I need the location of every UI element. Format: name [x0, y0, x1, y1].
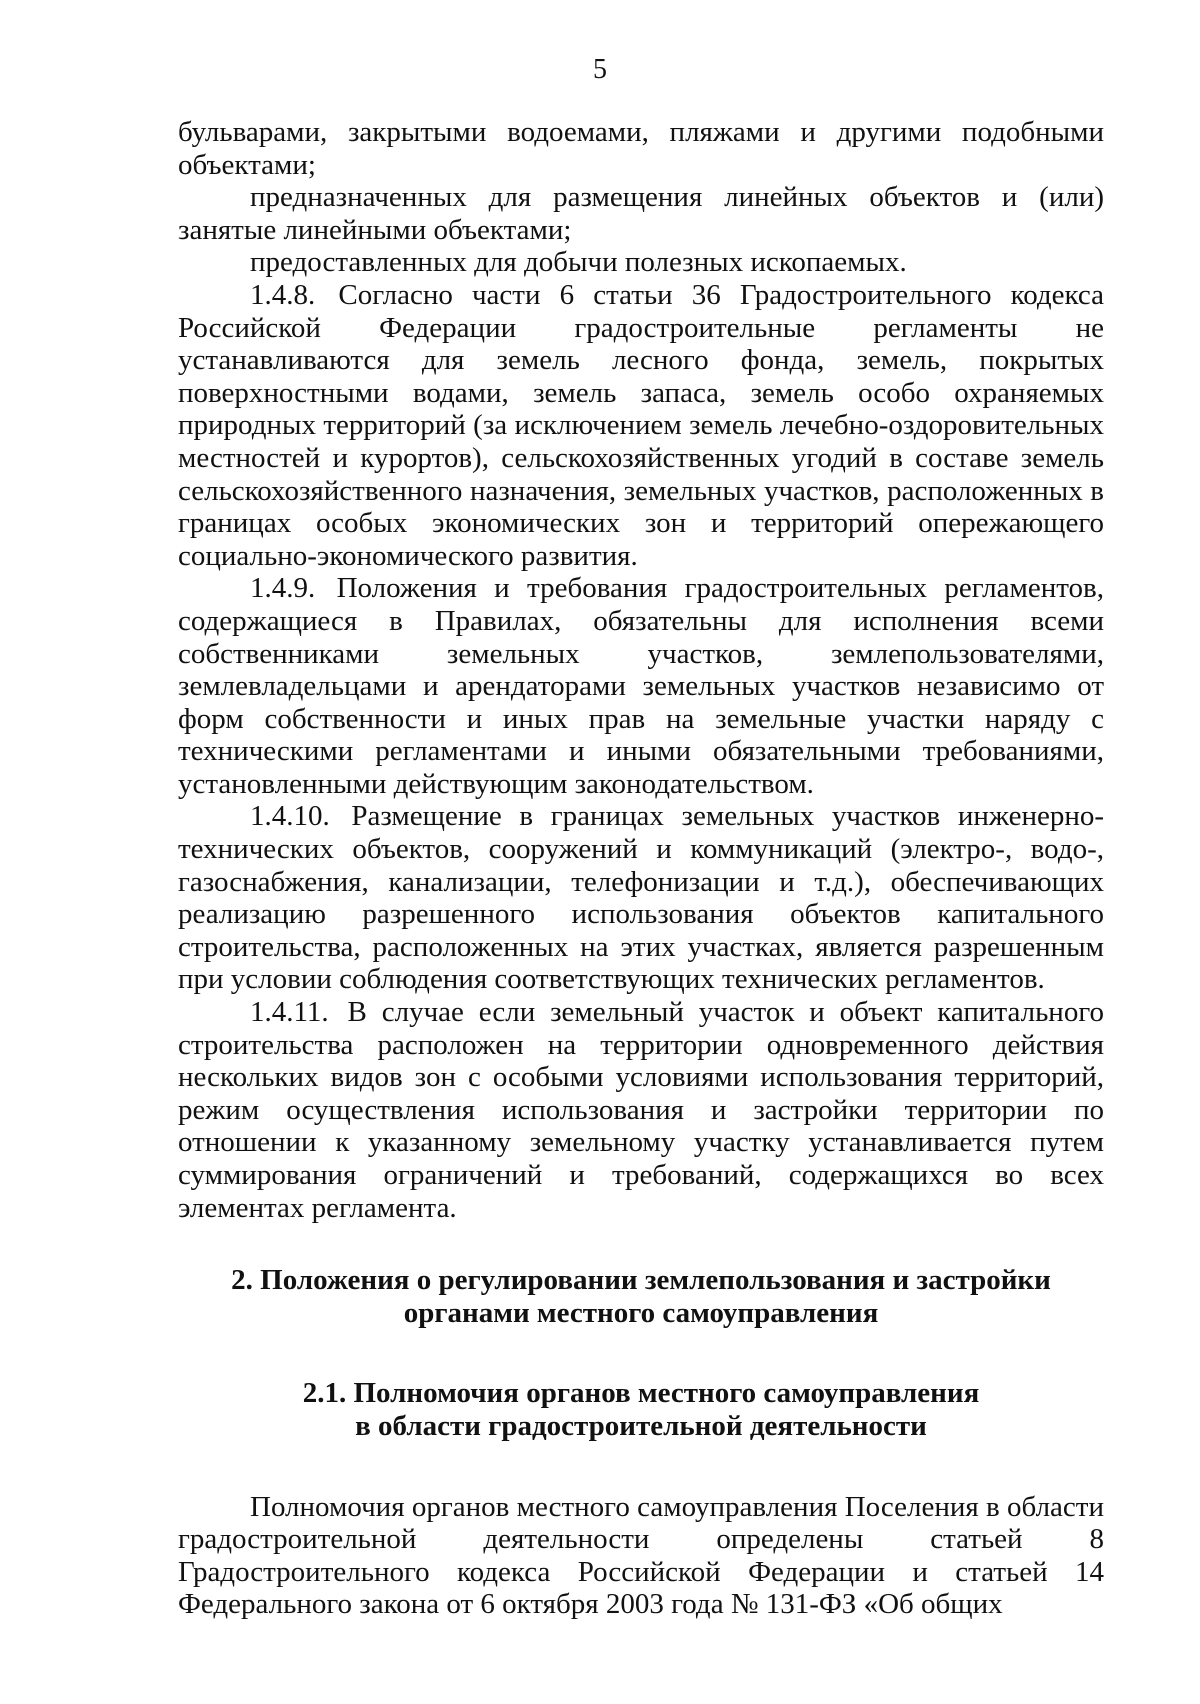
clause-text: Размещение в границах земельных участков инженерно-технических объектов, сооружений и коммуникаций (электро-, водо-, газоснабжения, канализации, телефонизации и т.д.), обеспечивающих реализацию разрешенного использования объектов капитального строительства, расположенных на этих участках, является разрешенным при условии соблюдения соответствующих технических регламентов.: [178, 800, 1105, 996]
paragraph-linear-objects: предназначенных для размещения линейных объектов и (или) занятые линейными объектами;: [178, 181, 1104, 246]
clause-number: 1.4.10.: [250, 800, 330, 833]
section-2-1-heading: [178, 1377, 1104, 1442]
clause-number: 1.4.8.: [250, 278, 316, 311]
section-2-1-heading-line1: 2.1. Полномочия органов местного самоуправления: [302, 1377, 980, 1410]
section-2-heading-line1: 2. Положения о регулировании землепользования и застройки: [231, 1264, 1051, 1297]
paragraph-continuation: бульварами, закрытыми водоемами, пляжами и другими подобными объектами;: [178, 116, 1104, 181]
section-2-heading: [178, 1264, 1104, 1329]
clause-text: Положения и требования градостроительных регламентов, содержащиеся в Правилах, обязательны для исполнения всеми собственниками земельных участков, землепользователями, землевладельцами и арендаторами земельных участков независимо от форм собственности и иных прав на земельные участки наряду с техническими регламентами и иными обязательными требованиями, установленными действующим законодательством.: [178, 572, 1105, 800]
clause-text: В случае если земельный участок и объект капитального строительства расположен на территории одновременного действия нескольких видов зон с особыми условиями использования территорий, режим осуществления использования и застройки территории по отношении к указанному земельному участку устанавливается путем суммирования ограничений и требований, содержащихся во всех элементах регламента.: [178, 996, 1104, 1224]
clause-1-4-8: [178, 279, 1104, 572]
clause-1-4-9: [178, 572, 1104, 800]
section-2-1-heading-line2: в области градостроительной деятельности: [355, 1409, 927, 1442]
section-2-heading-line2: органами местного самоуправления: [403, 1296, 879, 1329]
document-body: [178, 116, 1104, 1621]
clause-text: Согласно части 6 статьи 36 Градостроительного кодекса Российской Федерации градостроительные регламенты не устанавливаются для земель лесного фонда, земель, покрытых поверхностными водами, земель запаса, земель особо охраняемых природных территорий (за исключением земель лечебно-оздоровительных местностей и курортов), сельскохозяйственных угодий в составе земель сельскохозяйственного назначения, земельных участков, расположенных в границах особых экономических зон и территорий опережающего социально-экономического развития.: [178, 278, 1104, 572]
clause-1-4-11: [178, 996, 1104, 1224]
paragraph-mineral-extraction: предоставленных для добычи полезных ископаемых.: [250, 246, 907, 279]
paragraph-authority: Полномочия органов местного самоуправления Поселения в области градостроительной деятельности определены статьей 8 Градостроительного кодекса Российской Федерации и статьей 14 Федерального закона от 6 октября 2003 года № 131-ФЗ «Об общих: [178, 1490, 1104, 1621]
clause-number: 1.4.11.: [250, 996, 329, 1029]
clause-number: 1.4.9.: [250, 572, 316, 605]
page-number: 5: [593, 54, 607, 85]
clause-1-4-10: [178, 800, 1104, 996]
